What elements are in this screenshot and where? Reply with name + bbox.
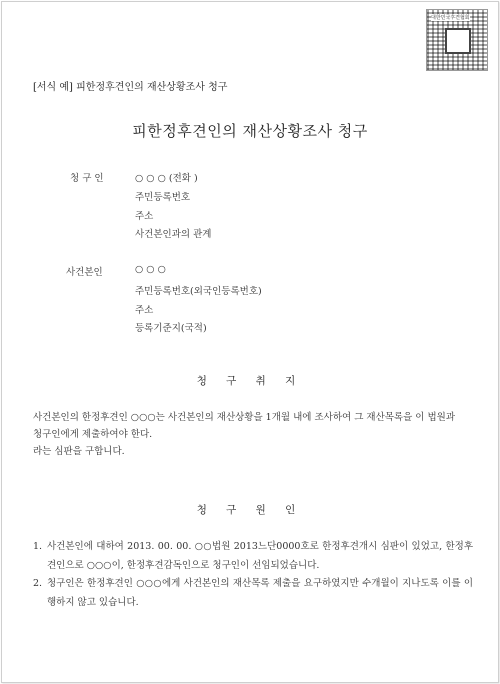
purpose-paragraph: 사건본인의 한정후견인 ○○○는 사건본인의 재산상황을 1개월 내에 조사하여 그 재산목록을 이 법원과 청구인에게 제출하여야 한다.	[33, 412, 456, 440]
list-item-number: 1.	[33, 541, 43, 552]
reasons-list	[33, 538, 473, 612]
claimant-field-relation: 사건본인과의 관계	[135, 229, 212, 240]
claimant-name-line: ○ ○ ○ (전화 )	[135, 173, 198, 184]
subject-field-address: 주소	[135, 305, 154, 316]
brand-mark: 대한민국후견협회	[431, 15, 470, 21]
list-item	[33, 538, 473, 575]
reasons-heading: 청 구 원 인	[196, 504, 304, 516]
list-item	[33, 575, 473, 612]
purpose-heading: 청 구 취 지	[196, 375, 304, 387]
subject-label: 사건본인	[66, 267, 103, 278]
subject-name-line: ○ ○ ○	[135, 264, 166, 275]
list-item-text: 청구인은 한정후견인 ○○○에게 사건본인의 재산목록 제출을 요구하였지만 수개월이 지나도록 이를 이행하지 않고 있습니다.	[47, 578, 473, 608]
claimant-field-id: 주민등록번호	[135, 192, 191, 203]
subject-field-domicile: 등록기준지(국적)	[135, 323, 207, 334]
list-item-number: 2.	[33, 578, 43, 589]
form-tag: [서식 예] 피한정후견인의 재산상황조사 청구	[33, 82, 228, 93]
claimant-label: 청 구 인	[70, 173, 104, 184]
claimant-field-address: 주소	[135, 211, 154, 222]
subject-field-id: 주민등록번호(외국인등록번호)	[135, 286, 262, 297]
document-title: 피한정후견인의 재산상황조사 청구	[132, 122, 368, 140]
purpose-closing: 라는 심판을 구합니다.	[33, 446, 125, 457]
list-item-text: 사건본인에 대하여 2013. 00. 00. ○○법원 2013느단0000호로 한정후견개시 심판이 있었고, 한정후견인으로 ○○○이, 한정후견감독인으로 청구인이 선임되었습니다.	[47, 541, 473, 571]
